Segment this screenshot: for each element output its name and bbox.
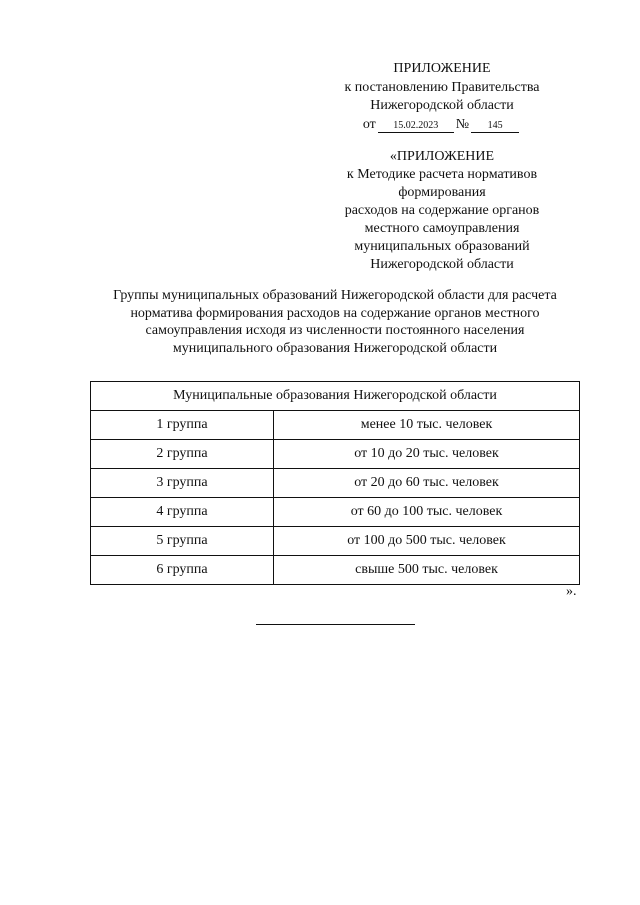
table-row [91, 440, 580, 469]
population-cell: от 20 до 60 тыс. человек [274, 469, 580, 498]
approval-line-1: к постановлению Правительства [344, 79, 540, 95]
population-cell: свыше 500 тыс. человек [274, 556, 580, 585]
approval-heading: ПРИЛОЖЕНИЕ [393, 61, 491, 76]
groups-table [90, 381, 580, 585]
group-cell: 1 группа [91, 411, 274, 440]
number-sign: № [455, 116, 470, 132]
group-cell: 3 группа [91, 469, 274, 498]
table-row [91, 527, 580, 556]
date-prefix: от [362, 116, 376, 132]
table-row [91, 411, 580, 440]
methodic-line: к Методике расчета нормативов [346, 167, 538, 182]
document-title [78, 287, 592, 357]
closing-quote: ». [566, 584, 577, 599]
population-cell: от 60 до 100 тыс. человек [274, 498, 580, 527]
population-cell: от 10 до 20 тыс. человек [274, 440, 580, 469]
population-cell: от 100 до 500 тыс. человек [274, 527, 580, 556]
group-cell: 2 группа [91, 440, 274, 469]
approval-date: 15.02.2023 [378, 120, 454, 133]
population-cell: менее 10 тыс. человек [274, 411, 580, 440]
approval-line-2: Нижегородской области [370, 98, 514, 113]
end-separator-line [256, 624, 415, 625]
approval-date-line [320, 116, 564, 135]
title-line: самоуправления исходя из численности постоянного населения [145, 323, 525, 338]
table-row [91, 498, 580, 527]
group-cell: 6 группа [91, 556, 274, 585]
table-header: Муниципальные образования Нижегородской области [91, 382, 580, 411]
table-header-row [91, 382, 580, 411]
methodic-line: муниципальных образований [354, 239, 530, 254]
table-row [91, 469, 580, 498]
approval-block [320, 60, 564, 134]
methodic-line: расходов на содержание органов [344, 203, 540, 218]
methodic-line: Нижегородской области [370, 257, 514, 272]
methodic-block [320, 148, 564, 274]
table-row [91, 556, 580, 585]
title-line: норматива формирования расходов на содержание органов местного [130, 305, 540, 321]
title-line: Группы муниципальных образований Нижегородской области для расчета [113, 288, 557, 303]
methodic-heading: «ПРИЛОЖЕНИЕ [389, 149, 495, 164]
methodic-line: местного самоуправления [364, 221, 520, 236]
group-cell: 4 группа [91, 498, 274, 527]
methodic-line: формирования [398, 185, 486, 200]
title-line: муниципального образования Нижегородской области [172, 340, 498, 356]
group-cell: 5 группа [91, 527, 274, 556]
approval-number: 145 [471, 120, 519, 133]
